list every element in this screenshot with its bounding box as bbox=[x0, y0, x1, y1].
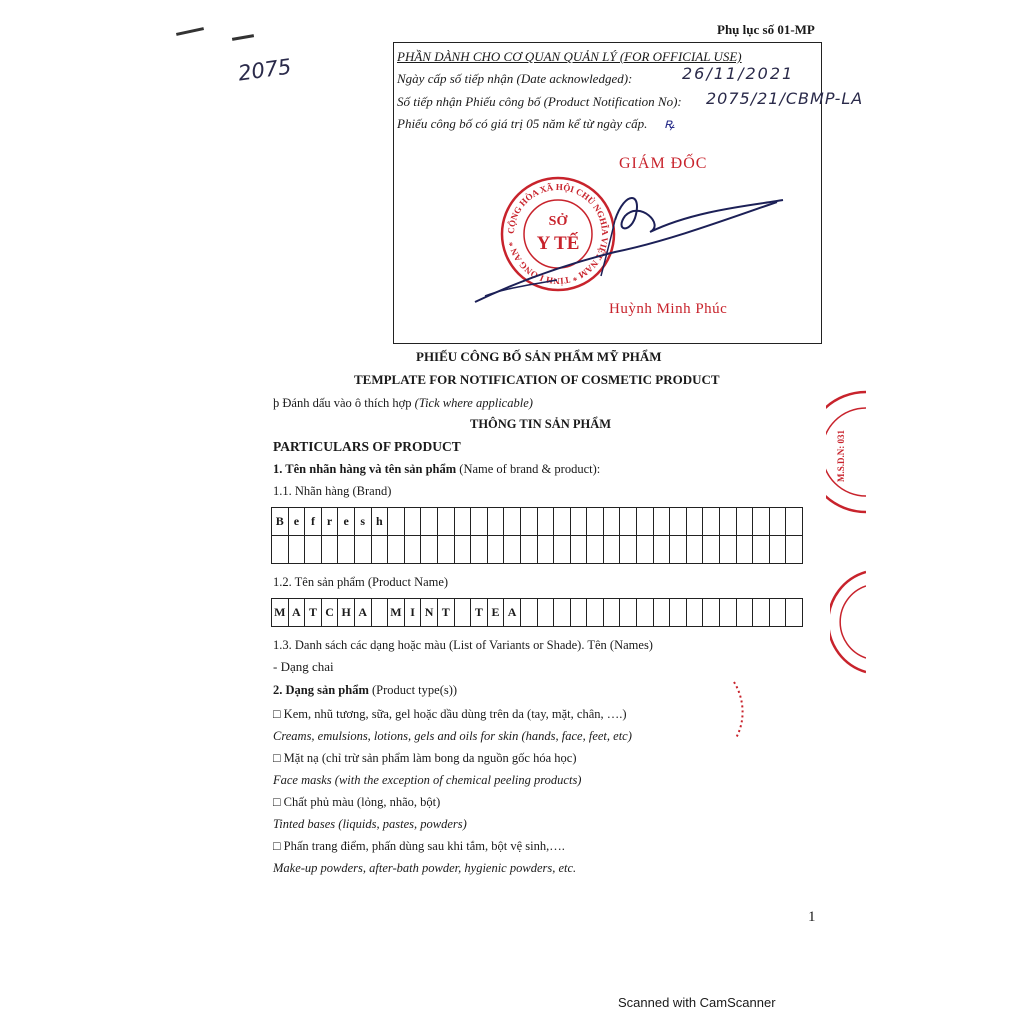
grid-cell bbox=[570, 535, 588, 564]
grid-cell bbox=[619, 507, 637, 536]
grid-cell bbox=[669, 507, 687, 536]
product-type-2-en: Face masks (with the exception of chemical peeling products) bbox=[273, 773, 582, 787]
grid-cell bbox=[686, 507, 704, 536]
grid-cell bbox=[404, 535, 422, 564]
grid-cell bbox=[702, 535, 720, 564]
official-use-title: PHẦN DÀNH CHO CƠ QUAN QUẢN LÝ (FOR OFFICIAL USE) bbox=[397, 49, 742, 64]
brand-label: 1.1. Nhãn hàng (Brand) bbox=[273, 484, 392, 498]
side-stamp-text: M.S.D.N: 031 bbox=[836, 430, 846, 482]
section-title-vn: THÔNG TIN SẢN PHẨM bbox=[470, 417, 612, 431]
grid-cell: I bbox=[404, 598, 422, 627]
product-type-4-vn: □ Phấn trang điểm, phấn dùng sau khi tắm, bột vệ sinh,…. bbox=[273, 839, 565, 853]
grid-cell bbox=[702, 598, 720, 627]
grid-cell bbox=[769, 598, 787, 627]
grid-cell bbox=[304, 535, 322, 564]
grid-cell bbox=[553, 598, 571, 627]
grid-cell bbox=[752, 598, 770, 627]
grid-cell bbox=[636, 535, 654, 564]
grid-cell bbox=[503, 507, 521, 536]
grid-cell: E bbox=[487, 598, 505, 627]
grid-cell bbox=[503, 535, 521, 564]
brand-grid-row-2 bbox=[271, 535, 802, 564]
grid-cell bbox=[387, 507, 405, 536]
grid-cell: C bbox=[321, 598, 339, 627]
grid-cell: M bbox=[271, 598, 289, 627]
grid-cell bbox=[603, 598, 621, 627]
grid-cell: s bbox=[354, 507, 372, 536]
grid-cell bbox=[420, 535, 438, 564]
grid-cell bbox=[653, 535, 671, 564]
brand-grid-row-1 bbox=[271, 507, 802, 536]
question-2 bbox=[273, 683, 457, 698]
notification-no-value: 2075/21/CBMP-LA bbox=[706, 89, 864, 108]
product-type-3-vn: □ Chất phủ màu (lỏng, nhão, bột) bbox=[273, 795, 441, 809]
grid-cell bbox=[702, 507, 720, 536]
grid-cell bbox=[553, 507, 571, 536]
grid-cell bbox=[570, 507, 588, 536]
grid-cell: A bbox=[288, 598, 306, 627]
grid-cell bbox=[752, 535, 770, 564]
grid-cell bbox=[454, 598, 472, 627]
director-name: Huỳnh Minh Phúc bbox=[609, 301, 728, 317]
grid-cell bbox=[603, 535, 621, 564]
product-name-label: 1.2. Tên sản phẩm (Product Name) bbox=[273, 575, 449, 589]
scanner-footer: Scanned with CamScanner bbox=[618, 995, 776, 1010]
side-stamp-bottom bbox=[830, 570, 866, 675]
grid-cell bbox=[487, 507, 505, 536]
product-type-3-en: Tinted bases (liquids, pastes, powders) bbox=[273, 817, 467, 831]
side-stamp-top bbox=[826, 390, 866, 515]
variant-item: - Dạng chai bbox=[273, 659, 334, 674]
grid-cell bbox=[520, 598, 538, 627]
question-2-bold: 2. Dạng sản phẩm bbox=[273, 683, 369, 697]
grid-cell: T bbox=[437, 598, 455, 627]
grid-cell bbox=[454, 507, 472, 536]
grid-cell bbox=[404, 507, 422, 536]
grid-cell bbox=[537, 507, 555, 536]
grid-cell bbox=[586, 507, 604, 536]
date-acknowledged-label: Ngày cấp số tiếp nhận (Date acknowledged): bbox=[397, 71, 633, 86]
question-1 bbox=[273, 462, 600, 477]
grid-cell: N bbox=[420, 598, 438, 627]
handwritten-dash-1 bbox=[176, 27, 204, 36]
grid-cell bbox=[736, 598, 754, 627]
stamp-main-text: Y TẾ bbox=[536, 233, 580, 254]
grid-cell bbox=[470, 507, 488, 536]
grid-cell: H bbox=[337, 598, 355, 627]
grid-cell bbox=[603, 507, 621, 536]
grid-cell bbox=[437, 507, 455, 536]
grid-cell bbox=[785, 507, 803, 536]
grid-cell bbox=[371, 535, 389, 564]
grid-cell: M bbox=[387, 598, 405, 627]
grid-cell bbox=[337, 535, 355, 564]
grid-cell: A bbox=[503, 598, 521, 627]
form-title-vn: PHIẾU CÔNG BỐ SẢN PHẨM MỸ PHẨM bbox=[416, 349, 662, 364]
grid-cell bbox=[387, 535, 405, 564]
grid-cell bbox=[437, 535, 455, 564]
grid-cell bbox=[570, 598, 588, 627]
product-type-1-en: Creams, emulsions, lotions, gels and oils for skin (hands, face, feet, etc) bbox=[273, 729, 632, 743]
grid-cell bbox=[321, 535, 339, 564]
validity-label: Phiếu công bố có giá trị 05 năm kể từ ngày cấp. bbox=[397, 116, 648, 131]
product-grid-row bbox=[271, 598, 802, 627]
grid-cell bbox=[520, 507, 538, 536]
red-dotted-mark bbox=[726, 680, 750, 740]
question-2-rest: (Product type(s)) bbox=[372, 683, 458, 697]
grid-cell bbox=[537, 535, 555, 564]
grid-cell: T bbox=[304, 598, 322, 627]
grid-cell bbox=[271, 535, 289, 564]
grid-cell: A bbox=[354, 598, 372, 627]
grid-cell bbox=[454, 535, 472, 564]
variants-label: 1.3. Danh sách các dạng hoặc màu (List of Variants or Shade). Tên (Names) bbox=[273, 638, 653, 652]
date-acknowledged-value: 26/11/2021 bbox=[682, 64, 795, 83]
product-type-2-vn: □ Mặt nạ (chỉ trừ sản phẩm làm bong da nguồn gốc hóa học) bbox=[273, 751, 577, 765]
product-type-4-en: Make-up powders, after-bath powder, hygienic powders, etc. bbox=[273, 861, 577, 875]
grid-cell bbox=[719, 507, 737, 536]
handwritten-dash-2 bbox=[232, 34, 254, 41]
grid-cell bbox=[288, 535, 306, 564]
grid-cell bbox=[736, 507, 754, 536]
form-title-en: TEMPLATE FOR NOTIFICATION OF COSMETIC PRODUCT bbox=[354, 372, 720, 387]
initials-mark: ꝶ bbox=[664, 116, 675, 132]
grid-cell bbox=[653, 507, 671, 536]
section-title-en: PARTICULARS OF PRODUCT bbox=[273, 439, 461, 454]
grid-cell bbox=[470, 535, 488, 564]
grid-cell bbox=[636, 507, 654, 536]
grid-cell bbox=[769, 507, 787, 536]
director-signature bbox=[465, 180, 805, 310]
stamp-ring-text: CỘNG HÒA XÃ HỘI CHỦ NGHĨA VIỆT NAM * TỈNH LONG AN * bbox=[505, 181, 611, 287]
grid-cell bbox=[420, 507, 438, 536]
page-number: 1 bbox=[808, 909, 816, 925]
grid-cell bbox=[686, 535, 704, 564]
grid-cell: f bbox=[304, 507, 322, 536]
grid-cell bbox=[752, 507, 770, 536]
grid-cell: T bbox=[470, 598, 488, 627]
grid-cell: e bbox=[288, 507, 306, 536]
grid-cell bbox=[669, 598, 687, 627]
grid-cell bbox=[537, 598, 555, 627]
question-1-bold: 1. Tên nhãn hàng và tên sản phẩm bbox=[273, 462, 457, 476]
grid-cell bbox=[487, 535, 505, 564]
stamp-top-text: SỞ bbox=[548, 214, 568, 229]
tick-note-vn: þ Đánh dấu vào ô thích hợp bbox=[273, 396, 412, 410]
grid-cell bbox=[736, 535, 754, 564]
grid-cell: B bbox=[271, 507, 289, 536]
grid-cell bbox=[785, 598, 803, 627]
product-type-1-vn: □ Kem, nhũ tương, sữa, gel hoặc dầu dùng trên da (tay, mặt, chân, ….) bbox=[273, 707, 627, 721]
grid-cell bbox=[719, 535, 737, 564]
grid-cell bbox=[669, 535, 687, 564]
grid-cell bbox=[719, 598, 737, 627]
handwritten-number: 2075 bbox=[236, 54, 293, 86]
grid-cell: e bbox=[337, 507, 355, 536]
annex-label: Phụ lục số 01-MP bbox=[717, 22, 815, 37]
grid-cell bbox=[354, 535, 372, 564]
grid-cell bbox=[769, 535, 787, 564]
grid-cell bbox=[520, 535, 538, 564]
grid-cell bbox=[785, 535, 803, 564]
grid-cell bbox=[586, 535, 604, 564]
grid-cell bbox=[553, 535, 571, 564]
tick-note bbox=[273, 396, 533, 411]
grid-cell bbox=[619, 598, 637, 627]
grid-cell bbox=[636, 598, 654, 627]
question-1-rest: (Name of brand & product): bbox=[459, 462, 601, 476]
grid-cell bbox=[653, 598, 671, 627]
notification-no-label: Số tiếp nhận Phiếu công bố (Product Notification No): bbox=[397, 94, 682, 109]
grid-cell bbox=[371, 598, 389, 627]
grid-cell bbox=[586, 598, 604, 627]
director-title: GIÁM ĐỐC bbox=[619, 155, 708, 172]
grid-cell bbox=[686, 598, 704, 627]
grid-cell bbox=[619, 535, 637, 564]
tick-note-en: (Tick where applicable) bbox=[414, 396, 533, 410]
grid-cell: h bbox=[371, 507, 389, 536]
grid-cell: r bbox=[321, 507, 339, 536]
